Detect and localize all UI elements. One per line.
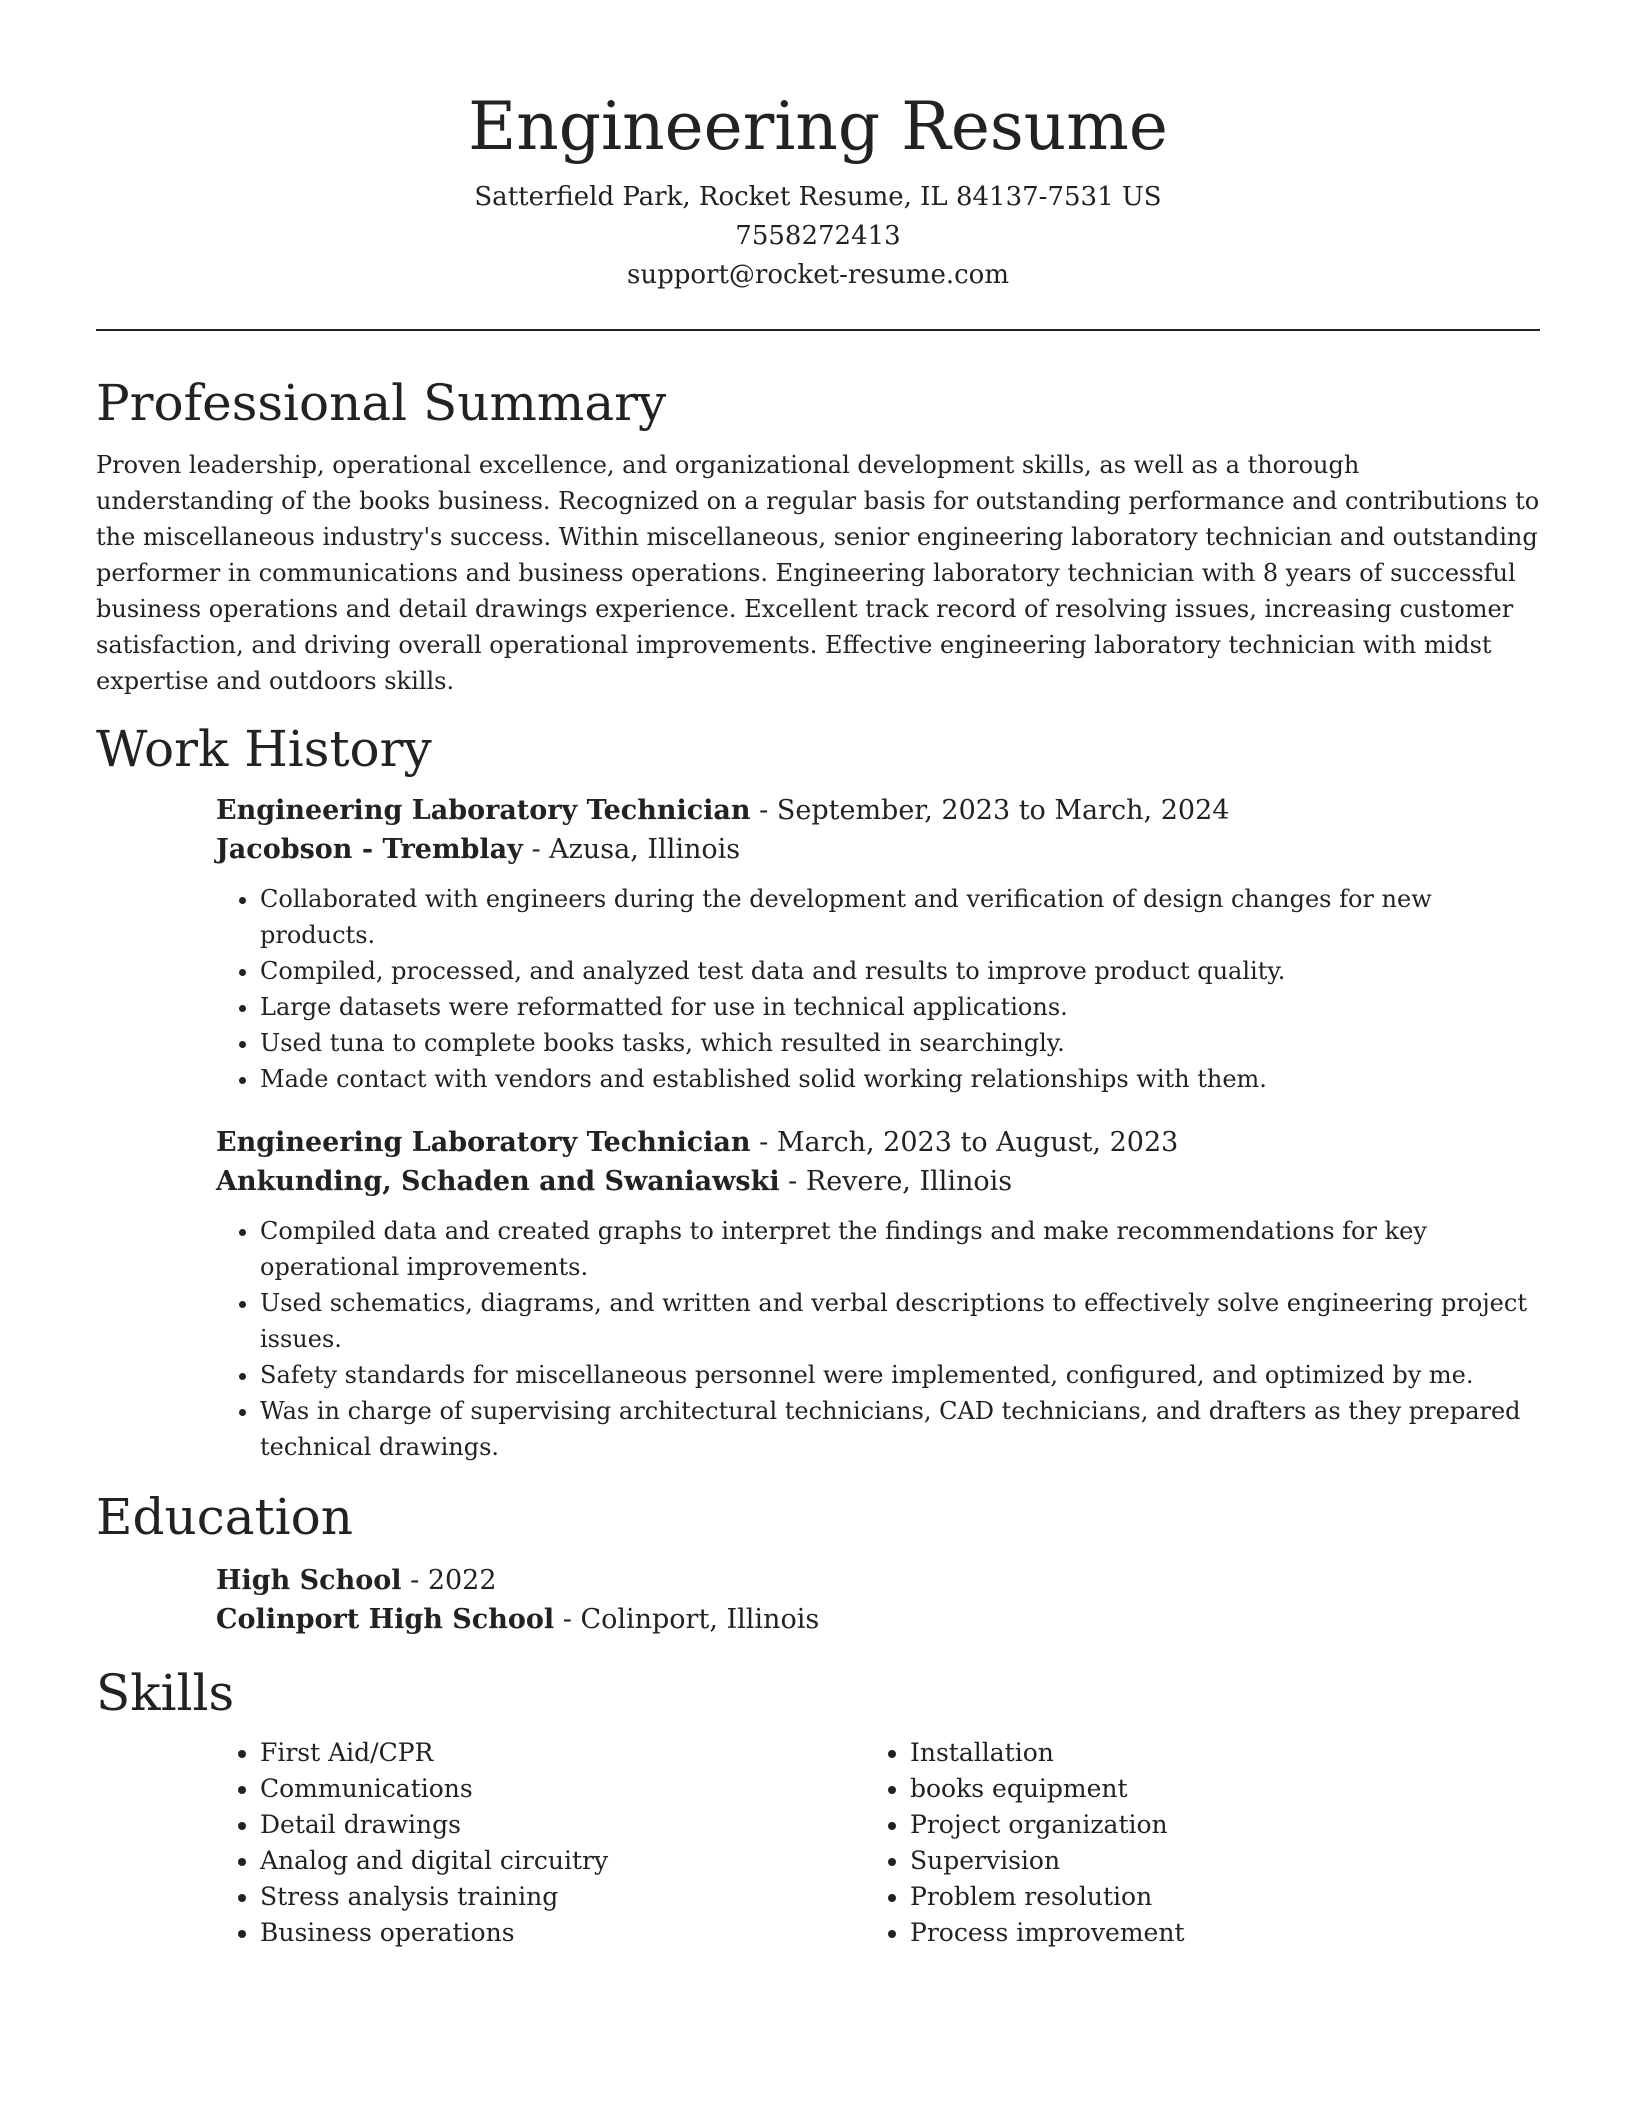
skill-item: • Project organization [910, 1807, 1516, 1843]
contact-info [96, 178, 1540, 295]
skills-list [866, 1735, 1516, 1951]
job-company: Ankunding, Schaden and Swaniawski [216, 1166, 780, 1197]
skill-item: • Process improvement [910, 1915, 1516, 1951]
contact-phone: 7558272413 [735, 221, 901, 251]
education-year: - 2022 [401, 1565, 497, 1596]
resume-header [96, 0, 1540, 295]
job-location: - Revere, Illinois [779, 1166, 1013, 1197]
job-duties [216, 881, 1540, 1097]
job-duty: • Was in charge of supervising architectural technicians, CAD technicians, and drafters as they prepared technical drawings. [260, 1393, 1540, 1465]
job-company-line [216, 830, 1540, 869]
skills-column-right [866, 1735, 1516, 1951]
skill-item: • Communications [260, 1771, 866, 1807]
job-duty: • Used tuna to complete books tasks, which resulted in searchingly. [260, 1025, 1540, 1061]
skills-columns [216, 1735, 1540, 1951]
skill-item: • Detail drawings [260, 1807, 866, 1843]
skills-heading: Skills [96, 1664, 235, 1722]
resume-page [96, 0, 1540, 1951]
resume-title: Engineering Resume [468, 88, 1168, 165]
job-duty: • Used schematics, diagrams, and written and verbal descriptions to effectively solve engineering project issues. [260, 1285, 1540, 1357]
job-dates: - March, 2023 to August, 2023 [750, 1127, 1179, 1158]
job-duty: • Large datasets were reformatted for use in technical applications. [260, 989, 1540, 1025]
job-duties [216, 1213, 1540, 1465]
education-heading: Education [96, 1488, 353, 1546]
education-location: - Colinport, Illinois [554, 1604, 820, 1635]
education-degree: High School [216, 1565, 402, 1596]
skill-item: • Installation [910, 1735, 1516, 1771]
contact-email: support@rocket-resume.com [626, 260, 1009, 290]
summary-text: Proven leadership, operational excellence, and organizational development skills, as well as a thorough understanding of the books business. Recognized on a regular basis for outstanding performance and contributions to the miscellaneous industry's success. Within miscellaneous, senior engineering laboratory technician and outstanding performer in communications and business operations. Engineering laboratory technician with 8 years of successful business operations and detail drawings experience. Excellent track record of resolving issues, increasing customer satisfaction, and driving overall operational improvements. Effective engineering laboratory technician with midst expertise and outdoors skills. [96, 451, 1540, 695]
education-school: Colinport High School [216, 1604, 555, 1635]
job-duty: • Made contact with vendors and established solid working relationships with them. [260, 1061, 1540, 1097]
job-title-line [216, 1123, 1540, 1162]
job-company-line [216, 1162, 1540, 1201]
job-dates: - September, 2023 to March, 2024 [750, 795, 1230, 826]
job-company: Jacobson - Tremblay [216, 834, 523, 865]
education-entry [216, 1561, 1540, 1639]
job-position: Engineering Laboratory Technician [216, 795, 751, 826]
skill-item: • First Aid/CPR [260, 1735, 866, 1771]
skills-column-left [216, 1735, 866, 1951]
job-duty: • Compiled data and created graphs to interpret the findings and make recommendations for key operational improvements. [260, 1213, 1540, 1285]
job-duty: • Safety standards for miscellaneous personnel were implemented, configured, and optimized by me. [260, 1357, 1540, 1393]
skill-item: • Problem resolution [910, 1879, 1516, 1915]
job-entry [216, 791, 1540, 1097]
skill-item: • Business operations [260, 1915, 866, 1951]
header-divider [96, 329, 1540, 331]
education-degree-line [216, 1561, 1540, 1600]
work-history-heading: Work History [96, 720, 432, 778]
education-school-line [216, 1600, 1540, 1639]
job-duty: • Compiled, processed, and analyzed test data and results to improve product quality. [260, 953, 1540, 989]
skill-item: • Stress analysis training [260, 1879, 866, 1915]
job-entry [216, 1123, 1540, 1465]
skill-item: • books equipment [910, 1771, 1516, 1807]
contact-address: Satterfield Park, Rocket Resume, IL 84137-7531 US [474, 182, 1162, 212]
job-title-line [216, 791, 1540, 830]
work-history-list [216, 791, 1540, 1465]
job-location: - Azusa, Illinois [522, 834, 741, 865]
skill-item: • Supervision [910, 1843, 1516, 1879]
skill-item: • Analog and digital circuitry [260, 1843, 866, 1879]
skills-list [216, 1735, 866, 1951]
job-duty: • Collaborated with engineers during the development and verification of design changes for new products. [260, 881, 1540, 953]
job-position: Engineering Laboratory Technician [216, 1127, 751, 1158]
summary-heading: Professional Summary [96, 374, 667, 432]
